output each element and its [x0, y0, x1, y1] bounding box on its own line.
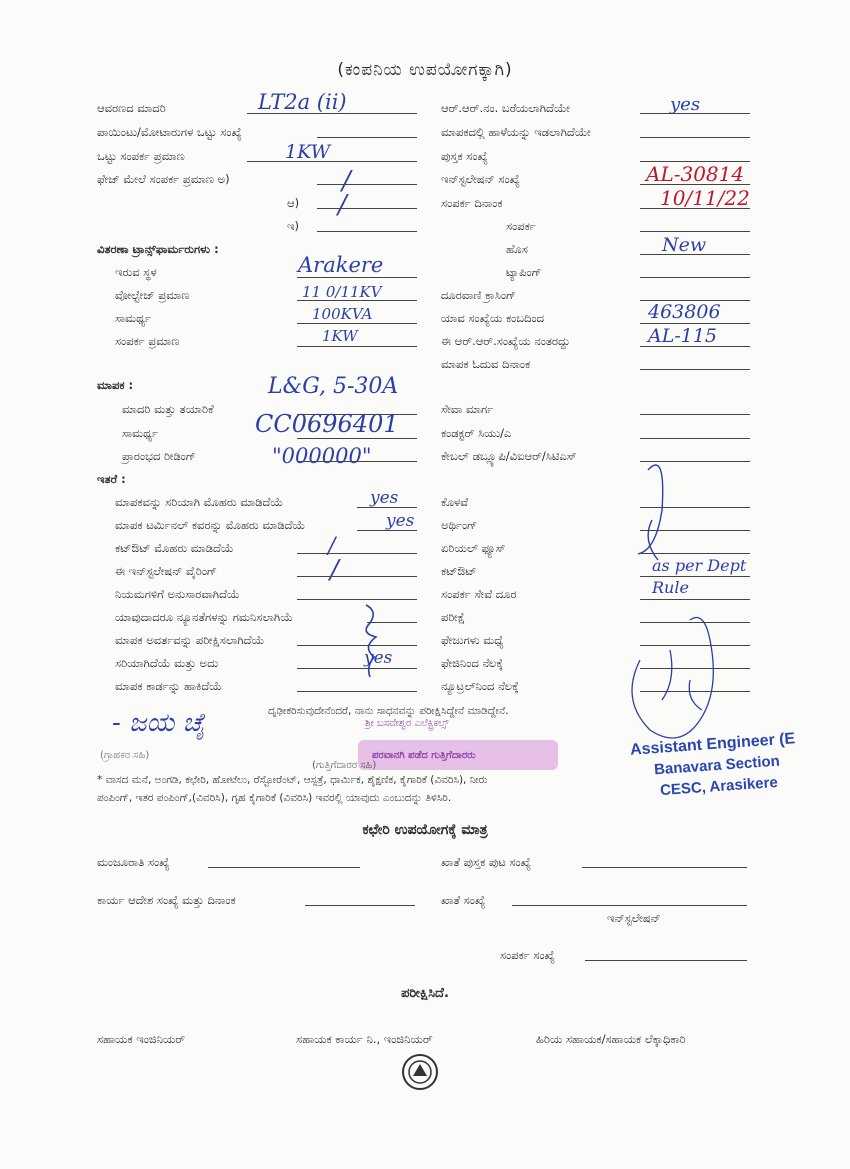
- phase-b-label: ಆ): [287, 196, 300, 210]
- right-6: ಪರೀಕ್ಷೆ: [441, 610, 466, 624]
- work-order-label: ಕಾರ್ಯ ಆದೇಶ ಸಂಖ್ಯೆ ಮತ್ತು ದಿನಾಂಕ: [97, 893, 236, 907]
- hw-meter-serial: CC0696401: [255, 410, 399, 438]
- other-4: ಈ ಇನ್‌ಸ್ಟಲೇಷನ್ ವೈರಿಂಗ್: [115, 564, 217, 578]
- right-4: ಕಟ್‌ಔಟ್: [441, 564, 477, 578]
- hw-installation-no: AL-30814: [646, 162, 745, 186]
- hw-sealed: yes: [370, 488, 399, 508]
- voltage-label: ವೋಲ್ಟೇಜ್ ಪ್ರಮಾಣ: [115, 288, 190, 302]
- service-route-label: ಸೇವಾ ಮಾರ್ಗ: [441, 402, 494, 416]
- phase-c-label: ಇ): [287, 219, 299, 233]
- others-heading: ಇತರೆ :: [97, 472, 126, 486]
- hw-capacity: 100KVA: [312, 305, 373, 323]
- meter-heading: ಮಾಪಕ :: [97, 378, 134, 392]
- after-rr-label: ಈ ಆರ್.ಆರ್.ಸಂಖ್ಯೆಯ ನಂತರದ್ದು: [441, 334, 571, 348]
- ae-stamp-line1: Assistant Engineer (E: [629, 730, 796, 759]
- other-7: ಮಾಪಕ ಅವರ್ತವನ್ನು ಪರೀಕ್ಷಿಸಲಾಗಿದೆಯೆ: [115, 633, 265, 647]
- hw-rr-written: yes: [670, 94, 701, 115]
- pole-label: ಯಾವ ಸಂಖ್ಯೆಯ ಕಂಬದಿಂದ: [441, 311, 545, 325]
- other-3: ಕಟ್‌ಔಟ್ ಮೊಹರು ಮಾಡಿದೆಯೆ: [115, 541, 234, 555]
- office-heading: ಕಛೇರಿ ಉಪಯೋಗಕ್ಕೆ ಮಾತ್ರ: [362, 822, 488, 838]
- right-2: ಅರ್ಥಿಂಗ್: [441, 518, 478, 532]
- hw-voltage: 11 0/11KV: [302, 283, 382, 301]
- capacity-label: ಸಾಮರ್ಥ್ಯ: [115, 311, 152, 325]
- account-page-label: ಖಾತೆ ಪುಸ್ತಕ ಪುಟ ಸಂಖ್ಯೆ: [441, 855, 532, 869]
- total-load-label: ಒಟ್ಟು ಸಂಪರ್ಕ ಪ್ರಮಾಣ: [97, 149, 185, 163]
- conductor-label: ಕಂಡಕ್ಟರ್ ಸಿಯು/ಎ: [441, 426, 512, 440]
- sanction-label: ಮಂಜೂರಾತಿ ಸಂಖ್ಯೆ: [97, 855, 170, 869]
- book-label: ಪುಸ್ತಕ ಸಂಖ್ಯೆ: [441, 149, 488, 163]
- ae-designation: ಸಹಾಯಕ ಇಂಜಿನಿಯರ್: [97, 1032, 186, 1046]
- hw-terminal-sealed: yes: [386, 511, 415, 531]
- right-3: ಏರಿಯಲ್ ಫ್ಯೂಸ್: [441, 541, 506, 555]
- tariff-label: ಆವರಣದ ಮಾದರಿ: [97, 101, 166, 115]
- hw-total-load: 1KW: [285, 141, 331, 163]
- contractor-stamp-line1: ಶ್ರೀ ಬಸವೇಶ್ವರ ಎಲೆಕ್ಟ್ರಿಕಲ್ಸ್: [365, 718, 449, 729]
- rr-label: ಆರ್.ಆರ್.ನಂ. ಬರೆಯಲಾಗಿದೆಯೇ: [441, 101, 570, 115]
- ink-bracket: [638, 465, 663, 560]
- right-8: ಫೇಜಿನಿಂದ ನೆಲಕ್ಕೆ: [441, 656, 504, 670]
- other-6: ಯಾವುದಾದರೂ ನ್ಯೂನತೆಗಳನ್ನು ಗಮನಿಸಲಾಗಿಯೆ: [115, 610, 293, 624]
- other-9: ಮಾಪಕ ಕಾರ್ಡನ್ನು ಹಾಕಿದೆಯೆ: [115, 679, 223, 693]
- phase-load-label: ಫೇಜ್ ಮೇಲೆ ಸಂಪರ್ಕ ಪ್ರಮಾಣ ಅ): [97, 172, 230, 186]
- ledger-label: ಮಾಪಕದಲ್ಲಿ ಹಾಳೆಯನ್ನು ಇಡಲಾಗಿದೆಯೇ: [441, 125, 591, 139]
- sao-designation: ಹಿರಿಯ ಸಹಾಯಕ/ಸಹಾಯಕ ಲೆಕ್ಕಾಧಿಕಾರಿ: [536, 1032, 686, 1046]
- ae-stamp-line2: Banavara Section: [653, 752, 781, 779]
- hw-location: Arakere: [298, 253, 384, 277]
- other-1: ಮಾಪಕವನ್ನು ಸರಿಯಾಗಿ ಮೊಹರು ಮಾಡಿದೆಯೆ: [115, 495, 284, 509]
- phone-label: ದೂರವಾಣಿ ಕ್ರಾಸಿಂಗ್: [441, 288, 516, 302]
- installation-label: ಇನ್‌ಸ್ಟಲೇಷನ್ ಸಂಖ್ಯೆ: [441, 172, 520, 186]
- hw-phase-b: /: [338, 190, 347, 220]
- form-title: (ಕಂಪನಿಯ ಉಪಯೋಗಕ್ಕಾಗಿ): [337, 60, 513, 80]
- office-connection-label: ಸಂಪರ್ಕ ಸಂಖ್ಯೆ: [500, 948, 555, 962]
- new-label: ಹೊಸ: [506, 242, 528, 256]
- hw-tariff: LT2a (ii): [258, 90, 347, 114]
- hw-checked: yes: [364, 648, 393, 668]
- tapping-label: ಟ್ಯಾಪಿಂಗ್: [506, 265, 542, 279]
- points-label: ಪಾಯಿಂಟು/ಮೋಟಾರುಗಳ ಒಟ್ಟು ಸಂಖ್ಯೆ: [97, 125, 242, 139]
- footnote-line2: ಪಂಪಿಂಗ್, ಇತರ ಪಂಪಿಂಗ್,(ವಿವರಿಸಿ), ಗೃಹ ಕೈಗಾರಿಕೆ (ವಿವರಿಸಿ) ಇವರಲ್ಲಿ ಯಾವುದು ಎಂಬುದನ್ನು ತಿಳಿಸಿರಿ.: [97, 792, 452, 804]
- office-installation-label: ಇನ್‌ಸ್ಟಲೇಷನ್: [607, 911, 661, 925]
- right-1: ಕೊಳವೆ: [441, 495, 469, 509]
- applicant-signature: - ಜಯ ಚೈ: [112, 708, 206, 738]
- hw-conn-load: 1KW: [322, 327, 358, 345]
- location-label: ಇರುವ ಸ್ಥಳ: [115, 265, 157, 279]
- declaration: ದೃಢೀಕರಿಸುವುದೇನೆಂದರೆ, ನಾನು ಸಾಧನವನ್ನು ಪರೀಕ್ಷಿಸಿದ್ದೇನೆ ಮಾಡಿದ್ದೇನೆ.: [268, 705, 509, 717]
- other-2: ಮಾಪಕ ಟರ್ಮಿನಲ್ ಕವರನ್ನು ಮೊಹರು ಮಾಡಿದೆಯೆ: [115, 518, 306, 532]
- right-9: ನ್ಯೂಟ್ರಲ್‌ನಿಂದ ನೆಲಕ್ಕೆ: [441, 679, 519, 693]
- footnote-line1: * ವಾಸದ ಮನೆ, ಅಂಗಡಿ, ಕಛೇರಿ, ಹೋಟೆಲು, ರೆಸ್ಟೋರೆಂಟ್, ಆಸ್ಪತ್ರೆ, ಧಾರ್ಮಿಕ, ಶೈಕ್ಷಣಿಕ, ಕೈಗಾರಿಕೆ (ವಿವರಿಸಿ), ನೀರು: [97, 774, 488, 786]
- aee-designation: ಸಹಾಯಕ ಕಾರ್ಯ ನಿ., ಇಂಜಿನಿಯರ್: [296, 1032, 433, 1046]
- ink-brace: [366, 605, 376, 677]
- other-5: ನಿಯಮಗಳಿಗೆ ಅನುಸಾರವಾಗಿದೆಯೆ: [115, 587, 240, 601]
- hw-phase-a: /: [342, 166, 351, 196]
- conn-date-label: ಸಂಪರ್ಕ ದಿನಾಂಕ: [441, 196, 503, 210]
- verified-label: ಪರೀಕ್ಷಿಸಿದೆ.: [401, 986, 449, 1001]
- right-5: ಸಂಪರ್ಕ ಸೇವೆ ದೂರ: [441, 587, 517, 601]
- other-8: ಸರಿಯಾಗಿದೆಯೆ ಮತ್ತು ಅದು: [115, 656, 219, 670]
- cable-label: ಕೇಬಲ್ ಡಬ್ಲ್ಯೂಪಿ/ವಿಐಆರ್/ಸಿಟಿಎಸ್: [441, 449, 577, 463]
- conn-load-label: ಸಂಪರ್ಕ ಪ್ರಮಾಣ: [115, 334, 180, 348]
- hw-dept-rule: as per Dept Rule: [652, 556, 747, 597]
- contractor-caption: (ಗುತ್ತಿಗೆದಾರರ ಸಹಿ): [312, 760, 377, 771]
- applicant-caption: (ಗ್ರಾಹಕರ ಸಹಿ): [100, 750, 150, 761]
- connection-label: ಸಂಪರ್ಕ: [506, 219, 536, 233]
- company-seal-icon: [400, 1052, 440, 1092]
- meter-capacity-label: ಸಾಮರ್ಥ್ಯ: [122, 426, 159, 440]
- make-label: ಮಾದರಿ ಮತ್ತು ತಯಾರಿಕೆ: [122, 402, 214, 416]
- hw-pole-no: 463806: [648, 301, 721, 323]
- hw-cutout: /: [328, 534, 336, 559]
- hw-new: New: [662, 234, 707, 256]
- transformer-heading: ವಿತರಣಾ ಟ್ರಾನ್ಸ್‌ಫಾರ್ಮರುಗಳು :: [97, 242, 219, 256]
- initial-reading-label: ಪ್ರಾರಂಭದ ರೀಡಿಂಗ್: [122, 449, 196, 463]
- ae-signature: [632, 618, 713, 739]
- right-7: ಫೇಜುಗಳು ಮಧ್ಯೆ: [441, 633, 504, 647]
- account-label: ಖಾತೆ ಸಂಖ್ಯೆ: [441, 893, 486, 907]
- contractor-stamp-line2: ಪರವಾನಗಿ ಪಡೆದ ಗುತ್ತಿಗೆದಾರರು: [372, 750, 476, 761]
- hw-after-rr: AL-115: [648, 325, 718, 347]
- hw-conn-date: 10/11/22: [660, 186, 750, 210]
- ae-stamp-line3: CESC, Arasikere: [659, 773, 779, 800]
- hw-initial-reading: "000000": [272, 444, 372, 468]
- hw-meter-make: L&G, 5-30A: [268, 374, 399, 399]
- reading-day-label: ಮಾಪಕ ಓದುವ ದಿನಾಂಕ: [441, 357, 531, 371]
- hw-wiring: /: [330, 555, 339, 585]
